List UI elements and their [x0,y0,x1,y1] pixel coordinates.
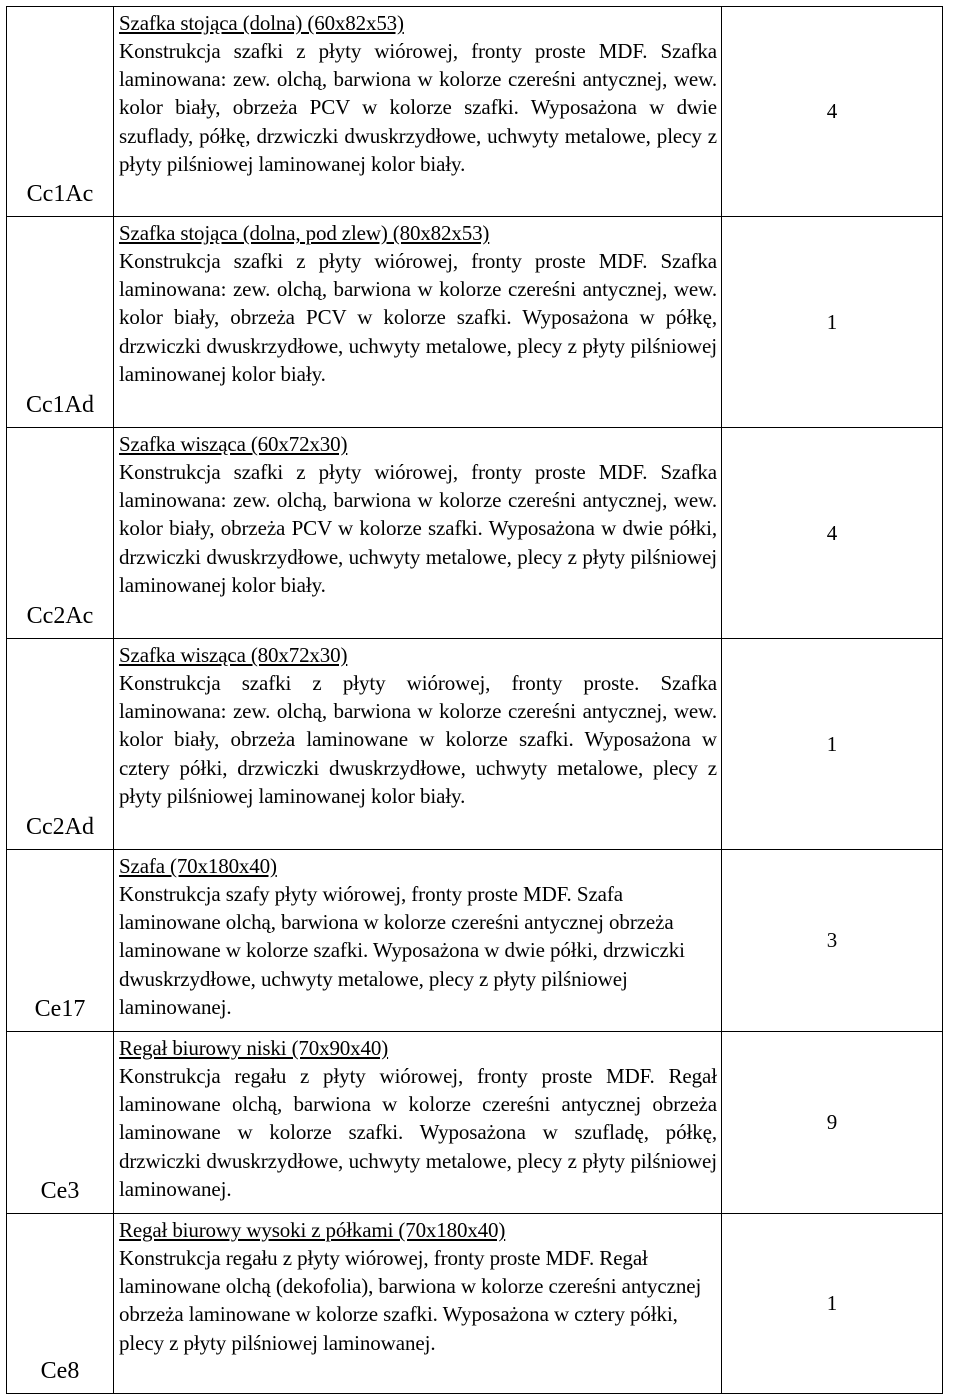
item-quantity: 1 [722,217,943,428]
item-title: Regał biurowy niski (70x90x40) [119,1036,389,1060]
item-description: Konstrukcja szafki z płyty wiórowej, fronty proste. Szafka laminowana: zew. olchą, barwiona w kolorze czereśni antycznej, wew. kolor biały, obrzeża laminowane w kolorze szafki. Wyposażona w cztery półki, drzwiczki dwuskrzydłowe, uchwyty metalowe, plecy z płyty pilśniowej laminowanej kolor biały. [119,671,717,808]
product-spec-table [6,6,943,1394]
table-row [7,7,943,217]
item-code: Ce17 [34,996,86,1022]
table-row [7,428,943,639]
item-title: Szafka stojąca (dolna) (60x82x53) [119,11,404,35]
item-description-cell [114,639,722,850]
item-code: Cc2Ad [26,814,94,840]
item-description-cell [114,217,722,428]
item-quantity: 1 [722,1214,943,1394]
item-quantity: 3 [722,850,943,1032]
item-description: Konstrukcja regału z płyty wiórowej, fronty proste MDF. Regał laminowane olchą, barwiona w kolorze czereśni antycznej obrzeża laminowane w kolorze szafki. Wyposażona w szufladę, półkę, drzwiczki dwuskrzydłowe, uchwyty metalowe, plecy z płyty pilśniowej laminowanej. [119,1064,717,1201]
item-description-cell [114,428,722,639]
item-title: Szafka wisząca (80x72x30) [119,643,348,667]
item-code-cell [7,850,114,1032]
item-code: Cc2Ac [26,603,94,629]
item-title: Szafa (70x180x40) [119,854,277,878]
item-description-cell [114,850,722,1032]
item-code-cell [7,1032,114,1214]
item-description: Konstrukcja regału z płyty wiórowej, fronty proste MDF. Regał laminowane olchą (dekofolia), barwiona w kolorze czereśni antycznej obrzeża laminowane w kolorze szafki. Wyposażona w cztery półki, plecy z płyty pilśniowej laminowanej. [119,1246,702,1355]
item-description: Konstrukcja szafki z płyty wiórowej, fronty proste MDF. Szafka laminowana: zew. olchą, barwiona w kolorze czereśni antycznej, wew. kolor biały, obrzeża PCV w kolorze szafki. Wyposażona w dwie półki, drzwiczki dwuskrzydłowe, uchwyty metalowe, plecy z płyty pilśniowej laminowanej kolor biały. [119,460,717,597]
table-row [7,850,943,1032]
item-code: Ce8 [40,1358,80,1384]
table-row [7,1032,943,1214]
item-title: Szafka stojąca (dolna, pod zlew) (80x82x53) [119,221,490,245]
item-code-cell [7,217,114,428]
table-row [7,217,943,428]
item-code-cell [7,1214,114,1394]
item-description-cell [114,1032,722,1214]
item-code: Cc1Ad [26,392,94,418]
item-description: Konstrukcja szafki z płyty wiórowej, fronty proste MDF. Szafka laminowana: zew. olchą, barwiona w kolorze czereśni antycznej, wew. kolor biały, obrzeża PCV w kolorze szafki. Wyposażona w dwie szuflady, półkę, drzwiczki dwuskrzydłowe, uchwyty metalowe, plecy z płyty pilśniowej laminowanej kolor biały. [119,39,717,176]
item-title: Regał biurowy wysoki z półkami (70x180x40) [119,1218,506,1242]
item-quantity: 1 [722,639,943,850]
item-title: Szafka wisząca (60x72x30) [119,432,348,456]
item-description: Konstrukcja szafy płyty wiórowej, fronty proste MDF. Szafa laminowane olchą, barwiona w kolorze czereśni antycznej obrzeża laminowane w kolorze szafki. Wyposażona w dwie półki, drzwiczki dwuskrzydłowe, uchwyty metalowe, plecy z płyty pilśniowej laminowanej. [119,882,685,1019]
item-description: Konstrukcja szafki z płyty wiórowej, fronty proste MDF. Szafka laminowana: zew. olchą, barwiona w kolorze czereśni antycznej, wew. kolor biały, obrzeża PCV w kolorze szafki. Wyposażona w półkę, drzwiczki dwuskrzydłowe, uchwyty metalowe, plecy z płyty pilśniowej laminowanej kolor biały. [119,249,717,386]
item-code-cell [7,639,114,850]
item-quantity: 9 [722,1032,943,1214]
item-description-cell [114,1214,722,1394]
table-row [7,1214,943,1394]
item-quantity: 4 [722,7,943,217]
item-code-cell [7,7,114,217]
item-code: Ce3 [40,1178,80,1204]
table-row [7,639,943,850]
item-code-cell [7,428,114,639]
item-quantity: 4 [722,428,943,639]
item-code: Cc1Ac [26,181,94,207]
item-description-cell [114,7,722,217]
